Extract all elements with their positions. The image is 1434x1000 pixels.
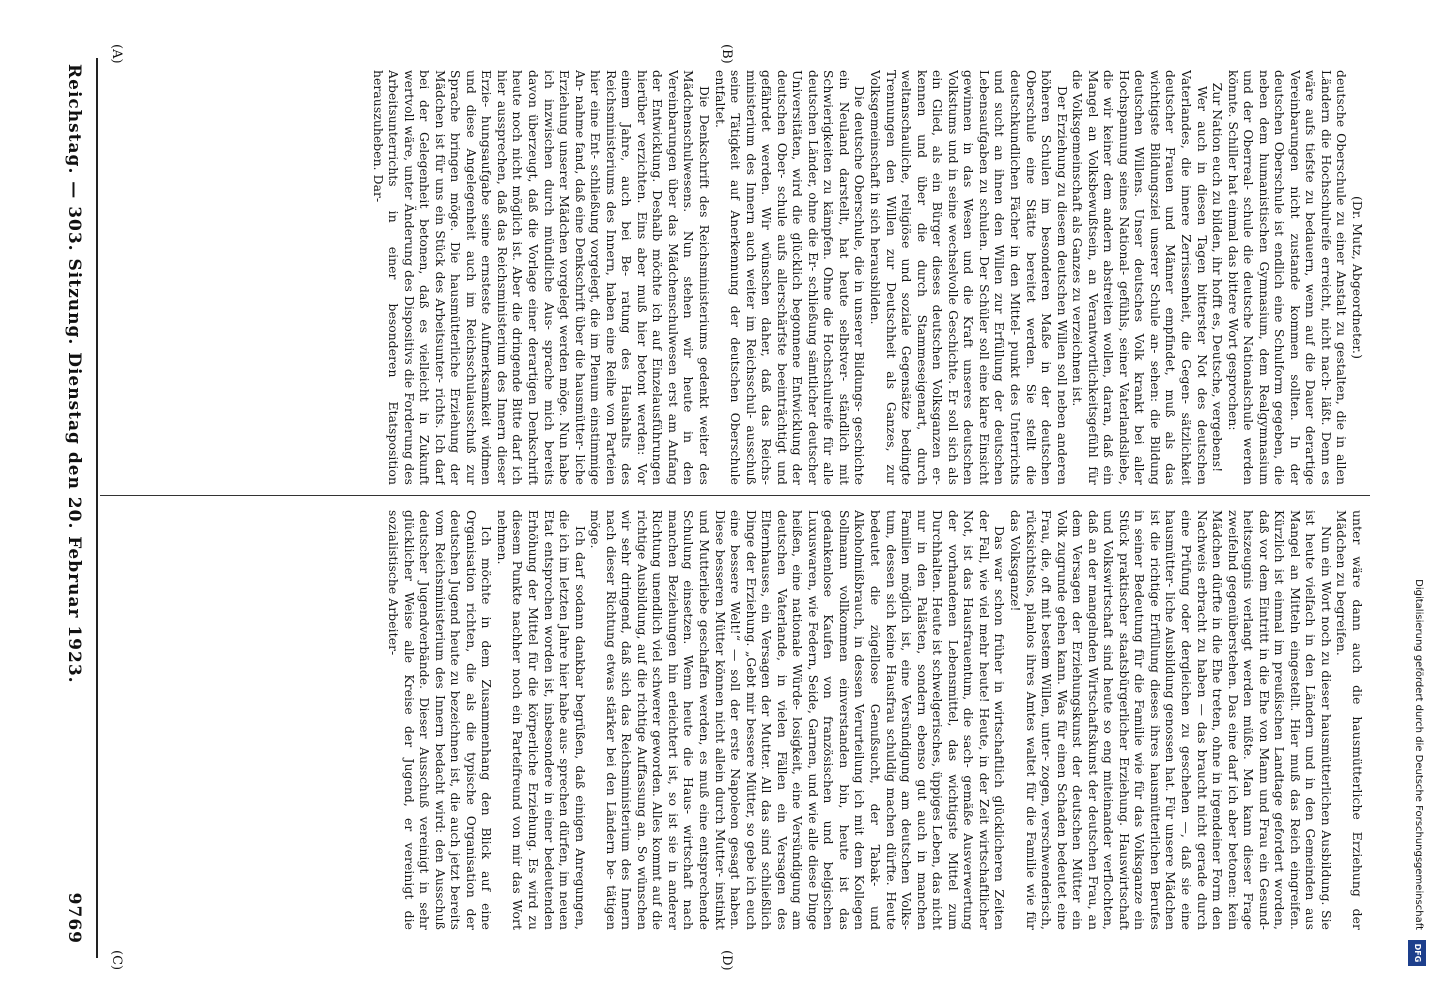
header-title: Reichstag. — 303. Sitzung. Dienstag den 20. Februar 1923. xyxy=(64,64,84,684)
paragraph: Nun ein Wort noch zu dieser hausmütterlichen Ausbildung. Sie ist heute vielfach in den Ländern und in den Gemeinden aus Mangel an Mitteln eingestellt. Hier muß das Reich eingreifen. Kürzlich ist einmal im preußischen Landtage gefordert worden, daß vor dem Eintritt in die Ehe von Mann und Frau ein Gesund- heitszeugnis verlangt werden müßte. Man kann dieser Frage zweifelnd gegenüberstehen. Das eine darf ich aber betonen: kein Mädchen dürfte in die Ehe treten, ohne in irgendeiner Form den Nachweis erbracht zu haben — das braucht nicht gerade durch eine Prüfung oder dergleichen zu geschehen —, daß sie eine hausmütter- liche Ausbildung genossen hat. Für unsere Mädchen ist die richtige Erfüllung dieses ihres hausmütterlichen Berufes in seiner Bedeutung für die Familie wie für das Volksganze ein Stück praktischer staatsbürgerlicher Erziehung. Hauswirtschaft und Volkswirtschaft sind heute so eng miteinander verflochten, daß an der mangelnden Wirtschaftskunst der deutschen Frau, an dem Versagen der Erziehungskunst der deutschen Mütter ein Volk zugrunde gehen kann. Was für einen Schaden bedeutet eine Frau, die, oft mit bestem Willen, unter- zogen, verschwenderisch, rücksichtslos, planlos ihres Amtes waltet für die Familie wie für das Volksganze! xyxy=(1007,510,1333,930)
paragraph: Wer auch in diesen Tagen bitterster Not des deutschen Vaterlandes, die innere Zerrissenheit, die Gegen- sätzlichkeit deutscher Frauen und Männer empfindet, muß als das wichtigste Bildungsziel unserer Schule an- sehen: die Bildung deutschen Willens. Unser deutsches Volk krankt bei aller Hochspannung seines National- gefühls, seiner Vaterlandsliebe, die wir keiner dem andern abstreiten wollen, daran, daß ein Mangel an Volksbewußtsein, an Verantwortlichkeitsgefühl für die Volksgemeinschaft als Ganzes zu verzeichnen ist. xyxy=(1070,70,1209,485)
margin-mark-b: (B) xyxy=(719,44,734,64)
margin-mark-a: (A) xyxy=(109,44,124,64)
margin-mark-d: (D) xyxy=(719,950,734,971)
speaker-line: (Dr. Mutz, Abgeordneter.) xyxy=(1350,196,1364,359)
paragraph: Das war schon früher in wirtschaftlich glücklicheren Zeiten der Fall, wie viel mehr heute! Heute, in der Zeit wirtschaftlicher Not, ist das Hausfrauentum, die sach- gemäße Ausverwertung der vorhandenen Lebensmittel, das wichtigste Mittel zum Durchhalten. Heute ist schwelgerisches, üppiges Leben, das nicht nur in den Palästen, sondern ebenso gut auch in manchen Familien möglich ist, eine Versündigung am deutschen Volks- tum, dessen sich keine Hausfrau schuldig machen dürfte. Heute bedeutet die zügellose Genußsucht, der Tabak- und Alkoholmißbrauch, in dessen Verurteilung ich mit dem Kollegen Sollmann vollkommen einverstanden bin, heute ist das gedankenlose Kaufen von französischen und belgischen Luxuswaren, wie Federn, Seide, Garnen, und wie alle diese Dinge heißen, eine nationale Würde- losigkeit, eine Versündigung am deutschen Vaterlande, in vielen Fällen ein Versagen des Elternhauses, ein Versagen der Mutter. All das sind schließlich Dinge der Erziehung. „Gebt mir bessere Mütter, so gebe ich euch eine bessere Welt!“ — soll der erste Napoleon gesagt haben. Diese besseren Mütter können nicht allein durch Mutter- instinkt und Mutterliebe geschaffen werden, es muß eine entsprechende Schulung einsetzen. Wenn heute die Haus- wirtschaft nach manchen Beziehungen hin erleichtert ist, so ist sie in anderer Richtung unendlich viel schwerer geworden. Alles kommt auf die richtige Ausbildung, auf die richtige Auffassung an. So wünschen wir sehr dringend, daß sich das Reichsministerium des Innern nach dieser Richtung etwas stärker bei den Ländern be- tätigen möge. xyxy=(588,510,1007,930)
paragraph: Ich möchte in dem Zusammenhang den Blick auf eine Organisation richten, die als die typische Organisation der deutschen Jugend heute zu bezeichnen ist, die auch jetzt bereits vom Reichsministerium des Innern bedacht wird: den Ausschuß deutscher Jugendverbände. Dieser Ausschuß vereinigt in sehr glücklicher Weise alle Kreise der Jugend, er vereinigt die sozialistische Arbeiter- xyxy=(386,510,494,930)
left-column xyxy=(102,70,1364,485)
column-divider xyxy=(100,495,1370,496)
digitization-credit: Digitalisierung gefördert durch die Deutsche Forschungsgemeinschaft xyxy=(1413,579,1424,930)
header-rule xyxy=(96,58,98,958)
paragraph: Der Erziehung zu diesem deutschen Willen soll neben anderen höheren Schulen im besonderen Maße in der deutschen Oberschule eine Stätte bereitet werden. Sie stellt die deutschkundlichen Fächer in den Mittel- punkt des Unterrichts und sucht an ihnen den Willen zur Erfüllung der deutschen Lebensaufgaben zu schulen. Der Schüler soll eine klare Einsicht gewinnen in das Wesen und die Kraft unseres deutschen Volkstums und in seine wechselvolle Geschichte. Er soll sich als ein Glied, als ein Bürger dieses deutschen Volksganzen er- kennen und über die durch Stammeseigenart, durch weltanschauliche, religiöse und soziale Gegensätze bedingte Trennungen den Willen zur Deutschheit als Ganzes, zur Volksgemeinschaft in sich herausbilden. xyxy=(868,70,1069,485)
page-number: 9769 xyxy=(64,892,84,944)
page-header xyxy=(60,64,88,944)
paragraph: Ich darf sodann dankbar begrüßen, daß einigen Anregungen, die ich im letzten Jahre hier habe aus- sprechen dürfen, im neuen Etat entsprochen worden ist, insbesondere in einer bedeutenden Erhöhung der Mittel für die körperliche Erziehung. Es wird zu diesem Punkte nachher noch ein Parteifreund von mir das Wort nehmen. xyxy=(494,510,587,930)
quotation: Zur Nation euch zu bilden, ihr hofft es, Deutsche, vergebens! xyxy=(1210,82,1225,473)
margin-mark-c: (C) xyxy=(109,950,124,971)
dfg-logo-icon: DFG xyxy=(1408,940,1426,966)
paragraph: deutsche Oberschule zu einer Anstalt zu gestalten, die in allen Ländern die Hochschulreife erreicht, nicht nach- läßt. Denn es wäre aufs tiefste zu bedauern, wenn auf die Dauer derartige Vereinbarungen nicht zustande kommen sollten. In der deutschen Oberschule ist endlich eine Schulform gegeben, die neben dem humanistischen Gymnasium, dem Realgymnasium und der Oberreal- schule die deutsche Nationalschule werden könnte. Schiller hat einmal das bittere Wort gesprochen: xyxy=(1225,70,1349,485)
paragraph: Die deutsche Oberschule, die in unserer Bildungs- geschichte ein Neuland darstellt, hat heute selbstver- ständlich mit Schwierigkeiten zu kämpfen. Ohne die Hochschulreife für alle deutschen Länder, ohne die Er- schließung sämtlicher deutscher Universitäten, wird die glücklich begonnene Entwicklung der deutschen Ober- schule aufs allerschärfste beeinträchtigt und gefährdet werden. Wir wünschen daher, daß das Reichs- ministerium des Innern auch weiter im Reichsschul- ausschuß seine Tätigkeit auf Anerkennung der deutschen Oberschule entfaltet. xyxy=(712,70,867,485)
right-column xyxy=(102,510,1364,930)
paragraph: unter wäre dann auch die hausmütterliche Erziehung der Mädchen zu begreifen. xyxy=(1334,510,1364,930)
paragraph: Die Denkschrift des Reichsministeriums gedenkt weiter des Mädchenschulwesens. Nun stehen wir heute in den Vereinbarungen über das Mädchenschulwesen erst am Anfang der Entwicklung. Deshalb möchte ich auf Einzelausführungen hierüber verzichten. Eins aber muß hier betont werden: Vor einem Jahre, auch bei Be- ratung des Haushalts des Reichsministeriums des Innern, haben eine Reihe von Parteien hier eine Ent- schließung vorgelegt, die im Plenum einstimmige An- nahme fand, daß eine Denkschrift über die hausmütter- liche Erziehung unserer Mädchen vorgelegt werden möge. Nun habe ich inzwischen durch mündliche Aus- sprache mich bereits davon überzeugt, daß die Vorlage einer derartigen Denkschrift heute noch nicht möglich ist. Aber die dringende Bitte darf ich hier aussprechen, daß das Reichsministerium des Innern dieser Erzie- hungsaufgabe seine ernsteste Aufmerksamkeit widmen und diese Angelegenheit auch im Reichsschulausschuß zur Sprache bringen möge. Die hausmütterliche Erziehung der Mädchen ist für uns ein Stück des Arbeitsunter- richts. Ich darf bei der Gelegenheit betonen, daß es vielleicht in Zukunft wertvoll wäre, unter Änderung des Dispositivs die Forderung des Arbeitsunterrichts in einer besonderen Etatsposition herauszuheben. Dar- xyxy=(370,70,712,485)
